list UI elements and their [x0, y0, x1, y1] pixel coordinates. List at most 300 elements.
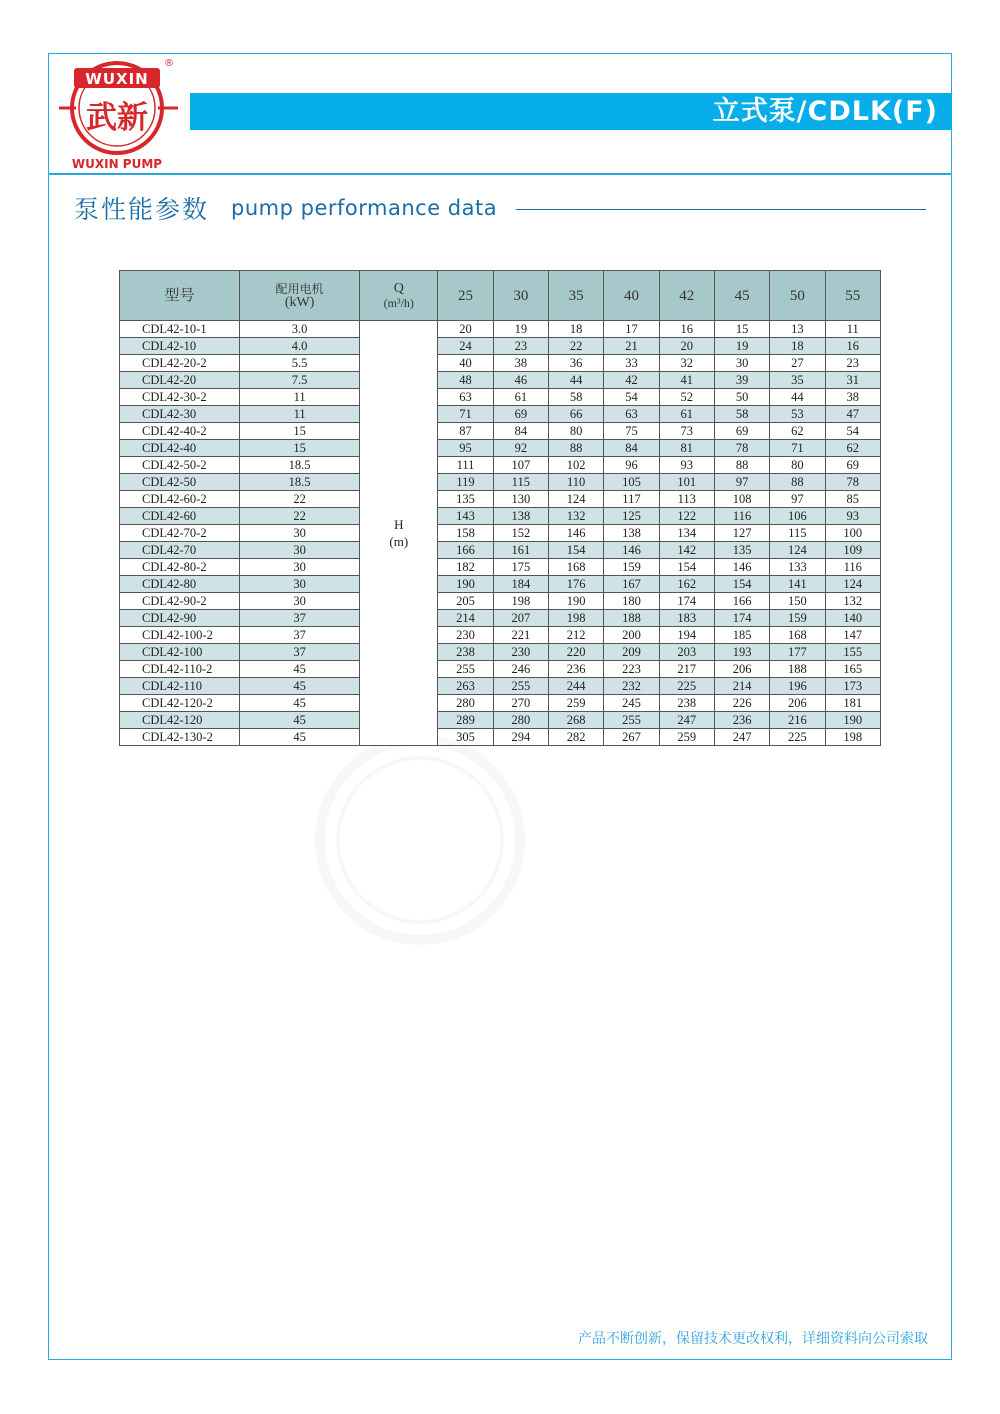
- cell-head-value: 107: [493, 457, 548, 474]
- cell-power: 15: [239, 440, 359, 457]
- cell-head-value: 146: [714, 559, 769, 576]
- cell-head-value: 223: [604, 661, 659, 678]
- cell-head-value: 69: [714, 423, 769, 440]
- cell-power: 30: [239, 593, 359, 610]
- table-row: [120, 406, 881, 423]
- cell-head-value: 35: [770, 372, 825, 389]
- table-row: [120, 525, 881, 542]
- cell-head-value: 146: [548, 525, 603, 542]
- cell-head-value: 116: [825, 559, 880, 576]
- cell-head-value: 101: [659, 474, 714, 491]
- table-row: [120, 559, 881, 576]
- table-row: [120, 338, 881, 355]
- cell-head-value: 181: [825, 695, 880, 712]
- cell-head-value: 255: [493, 678, 548, 695]
- cell-head-value: 289: [438, 712, 493, 729]
- cell-head-value: 61: [493, 389, 548, 406]
- cell-head-value: 80: [548, 423, 603, 440]
- cell-head-value: 255: [438, 661, 493, 678]
- cell-head-value: 206: [770, 695, 825, 712]
- cell-head-value: 108: [714, 491, 769, 508]
- title-bar: [190, 93, 952, 130]
- cell-head-value: 154: [714, 576, 769, 593]
- cell-head-label: [360, 321, 438, 746]
- cell-head-value: 175: [493, 559, 548, 576]
- cell-head-value: 132: [825, 593, 880, 610]
- cell-head-value: 162: [659, 576, 714, 593]
- cell-head-value: 173: [825, 678, 880, 695]
- cell-power: 30: [239, 542, 359, 559]
- cell-head-value: 109: [825, 542, 880, 559]
- cell-head-value: 125: [604, 508, 659, 525]
- cell-head-value: 188: [604, 610, 659, 627]
- cell-head-value: 36: [548, 355, 603, 372]
- table-row: [120, 389, 881, 406]
- cell-head-value: 31: [825, 372, 880, 389]
- cell-model: CDL42-100: [120, 644, 240, 661]
- cell-head-value: 15: [714, 321, 769, 338]
- cell-power: 11: [239, 406, 359, 423]
- header-flow: 55: [825, 271, 880, 321]
- cell-head-value: 40: [438, 355, 493, 372]
- cell-head-value: 280: [438, 695, 493, 712]
- cell-model: CDL42-50: [120, 474, 240, 491]
- cell-head-value: 124: [770, 542, 825, 559]
- cell-head-value: 247: [714, 729, 769, 746]
- cell-head-value: 47: [825, 406, 880, 423]
- cell-head-value: 138: [493, 508, 548, 525]
- cell-head-value: 21: [604, 338, 659, 355]
- cell-head-value: 203: [659, 644, 714, 661]
- cell-head-value: 110: [548, 474, 603, 491]
- cell-head-value: 69: [825, 457, 880, 474]
- cell-head-value: 80: [770, 457, 825, 474]
- cell-head-value: 24: [438, 338, 493, 355]
- cell-head-value: 16: [659, 321, 714, 338]
- svg-text:®: ®: [164, 58, 174, 69]
- table-row: [120, 372, 881, 389]
- cell-model: CDL42-40: [120, 440, 240, 457]
- cell-head-value: 20: [438, 321, 493, 338]
- cell-power: 45: [239, 712, 359, 729]
- cell-head-value: 13: [770, 321, 825, 338]
- header-power: [239, 271, 359, 321]
- cell-head-value: 168: [770, 627, 825, 644]
- cell-head-value: 244: [548, 678, 603, 695]
- cell-head-value: 127: [714, 525, 769, 542]
- table-row: [120, 440, 881, 457]
- cell-head-value: 46: [493, 372, 548, 389]
- cell-head-value: 150: [770, 593, 825, 610]
- cell-head-value: 88: [548, 440, 603, 457]
- header-power-unit: (kW): [284, 294, 315, 310]
- head-label: H: [394, 517, 404, 532]
- cell-power: 22: [239, 491, 359, 508]
- table-row: [120, 576, 881, 593]
- cell-head-value: 282: [548, 729, 603, 746]
- table-row: [120, 321, 881, 338]
- cell-head-value: 207: [493, 610, 548, 627]
- table-row: [120, 457, 881, 474]
- cell-model: CDL42-10-1: [120, 321, 240, 338]
- table-row: [120, 474, 881, 491]
- cell-head-value: 38: [825, 389, 880, 406]
- cell-model: CDL42-30: [120, 406, 240, 423]
- cell-head-value: 182: [438, 559, 493, 576]
- table-row: [120, 491, 881, 508]
- table-row: [120, 423, 881, 440]
- cell-head-value: 225: [659, 678, 714, 695]
- table-row: [120, 355, 881, 372]
- cell-power: 30: [239, 525, 359, 542]
- cell-head-value: 221: [493, 627, 548, 644]
- header-flow: 40: [604, 271, 659, 321]
- section-heading: [74, 190, 497, 226]
- cell-head-value: 138: [604, 525, 659, 542]
- cell-head-value: 134: [659, 525, 714, 542]
- cell-head-value: 140: [825, 610, 880, 627]
- cell-model: CDL42-60: [120, 508, 240, 525]
- table-row: [120, 508, 881, 525]
- cell-head-value: 23: [493, 338, 548, 355]
- cell-model: CDL42-80-2: [120, 559, 240, 576]
- cell-head-value: 85: [825, 491, 880, 508]
- table-row: [120, 644, 881, 661]
- table-row: [120, 627, 881, 644]
- cell-head-value: 176: [548, 576, 603, 593]
- cell-head-value: 155: [825, 644, 880, 661]
- cell-power: 45: [239, 661, 359, 678]
- cell-head-value: 185: [714, 627, 769, 644]
- section-title-en: pump performance data: [231, 196, 498, 220]
- header-q-unit: (m³/h): [383, 295, 414, 310]
- cell-head-value: 152: [493, 525, 548, 542]
- cell-head-value: 246: [493, 661, 548, 678]
- cell-head-value: 232: [604, 678, 659, 695]
- cell-head-value: 62: [770, 423, 825, 440]
- cell-head-value: 206: [714, 661, 769, 678]
- cell-head-value: 20: [659, 338, 714, 355]
- cell-model: CDL42-50-2: [120, 457, 240, 474]
- cell-model: CDL42-70: [120, 542, 240, 559]
- cell-head-value: 33: [604, 355, 659, 372]
- cell-head-value: 23: [825, 355, 880, 372]
- cell-power: 15: [239, 423, 359, 440]
- cell-head-value: 73: [659, 423, 714, 440]
- cell-power: 37: [239, 644, 359, 661]
- svg-text:WUXIN PUMP: WUXIN PUMP: [71, 157, 163, 171]
- cell-head-value: 38: [493, 355, 548, 372]
- cell-head-value: 294: [493, 729, 548, 746]
- cell-head-value: 17: [604, 321, 659, 338]
- cell-head-value: 238: [438, 644, 493, 661]
- cell-head-value: 236: [714, 712, 769, 729]
- cell-head-value: 16: [825, 338, 880, 355]
- cell-head-value: 111: [438, 457, 493, 474]
- cell-model: CDL42-90: [120, 610, 240, 627]
- cell-head-value: 270: [493, 695, 548, 712]
- cell-head-value: 190: [438, 576, 493, 593]
- cell-head-value: 75: [604, 423, 659, 440]
- cell-head-value: 44: [548, 372, 603, 389]
- cell-model: CDL42-30-2: [120, 389, 240, 406]
- header-q-label: Q: [393, 280, 404, 296]
- cell-head-value: 48: [438, 372, 493, 389]
- cell-model: CDL42-70-2: [120, 525, 240, 542]
- cell-head-value: 62: [825, 440, 880, 457]
- cell-head-value: 183: [659, 610, 714, 627]
- cell-head-value: 220: [548, 644, 603, 661]
- cell-power: 11: [239, 389, 359, 406]
- cell-head-value: 226: [714, 695, 769, 712]
- cell-head-value: 122: [659, 508, 714, 525]
- cell-head-value: 268: [548, 712, 603, 729]
- cell-head-value: 177: [770, 644, 825, 661]
- cell-power: 22: [239, 508, 359, 525]
- cell-model: CDL42-20-2: [120, 355, 240, 372]
- header-flow: 45: [714, 271, 769, 321]
- cell-head-value: 93: [659, 457, 714, 474]
- cell-head-value: 117: [604, 491, 659, 508]
- cell-head-value: 147: [825, 627, 880, 644]
- cell-head-value: 267: [604, 729, 659, 746]
- cell-head-value: 188: [770, 661, 825, 678]
- cell-power: 45: [239, 695, 359, 712]
- cell-head-value: 230: [493, 644, 548, 661]
- cell-head-value: 93: [825, 508, 880, 525]
- cell-model: CDL42-110-2: [120, 661, 240, 678]
- svg-text:WUXIN: WUXIN: [85, 70, 149, 88]
- cell-head-value: 214: [714, 678, 769, 695]
- cell-power: 45: [239, 678, 359, 695]
- cell-head-value: 154: [548, 542, 603, 559]
- cell-head-value: 113: [659, 491, 714, 508]
- cell-head-value: 190: [548, 593, 603, 610]
- cell-head-value: 166: [438, 542, 493, 559]
- cell-head-value: 165: [825, 661, 880, 678]
- cell-head-value: 71: [438, 406, 493, 423]
- cell-head-value: 88: [714, 457, 769, 474]
- cell-power: 30: [239, 559, 359, 576]
- cell-head-value: 255: [604, 712, 659, 729]
- table-row: [120, 542, 881, 559]
- cell-head-value: 97: [770, 491, 825, 508]
- cell-head-value: 209: [604, 644, 659, 661]
- cell-model: CDL42-100-2: [120, 627, 240, 644]
- cell-head-value: 161: [493, 542, 548, 559]
- cell-head-value: 174: [659, 593, 714, 610]
- cell-head-value: 84: [604, 440, 659, 457]
- cell-head-value: 225: [770, 729, 825, 746]
- cell-head-value: 116: [714, 508, 769, 525]
- cell-head-value: 159: [770, 610, 825, 627]
- cell-head-value: 135: [438, 491, 493, 508]
- cell-head-value: 245: [604, 695, 659, 712]
- cell-head-value: 236: [548, 661, 603, 678]
- cell-power: 3.0: [239, 321, 359, 338]
- cell-head-value: 97: [714, 474, 769, 491]
- cell-head-value: 19: [714, 338, 769, 355]
- cell-model: CDL42-130-2: [120, 729, 240, 746]
- cell-model: CDL42-60-2: [120, 491, 240, 508]
- cell-head-value: 142: [659, 542, 714, 559]
- cell-head-value: 200: [604, 627, 659, 644]
- table-row: [120, 729, 881, 746]
- cell-head-value: 95: [438, 440, 493, 457]
- header-q: [360, 271, 438, 321]
- cell-model: CDL42-110: [120, 678, 240, 695]
- table-row: [120, 678, 881, 695]
- cell-head-value: 88: [770, 474, 825, 491]
- cell-power: 4.0: [239, 338, 359, 355]
- wuxin-logo: [56, 56, 186, 174]
- cell-head-value: 141: [770, 576, 825, 593]
- cell-head-value: 27: [770, 355, 825, 372]
- cell-head-value: 119: [438, 474, 493, 491]
- cell-head-value: 52: [659, 389, 714, 406]
- cell-head-value: 130: [493, 491, 548, 508]
- cell-head-value: 58: [714, 406, 769, 423]
- cell-power: 30: [239, 576, 359, 593]
- head-unit: (m): [389, 534, 409, 549]
- svg-text:武新: 武新: [86, 100, 148, 136]
- cell-head-value: 63: [438, 389, 493, 406]
- header-flow: 30: [493, 271, 548, 321]
- cell-head-value: 166: [714, 593, 769, 610]
- cell-head-value: 69: [493, 406, 548, 423]
- cell-head-value: 168: [548, 559, 603, 576]
- cell-model: CDL42-80: [120, 576, 240, 593]
- cell-head-value: 53: [770, 406, 825, 423]
- cell-power: 7.5: [239, 372, 359, 389]
- cell-head-value: 135: [714, 542, 769, 559]
- cell-head-value: 22: [548, 338, 603, 355]
- cell-head-value: 32: [659, 355, 714, 372]
- cell-head-value: 100: [825, 525, 880, 542]
- cell-head-value: 102: [548, 457, 603, 474]
- cell-head-value: 216: [770, 712, 825, 729]
- header-power-label: 配用电机: [275, 281, 324, 296]
- cell-head-value: 92: [493, 440, 548, 457]
- performance-table: [119, 270, 881, 746]
- section-rule: [516, 209, 926, 210]
- cell-head-value: 30: [714, 355, 769, 372]
- cell-head-value: 54: [825, 423, 880, 440]
- cell-head-value: 42: [604, 372, 659, 389]
- header-flow: 42: [659, 271, 714, 321]
- cell-head-value: 143: [438, 508, 493, 525]
- cell-head-value: 159: [604, 559, 659, 576]
- cell-head-value: 19: [493, 321, 548, 338]
- cell-head-value: 39: [714, 372, 769, 389]
- cell-head-value: 174: [714, 610, 769, 627]
- cell-power: 37: [239, 610, 359, 627]
- cell-model: CDL42-120-2: [120, 695, 240, 712]
- cell-head-value: 154: [659, 559, 714, 576]
- cell-model: CDL42-10: [120, 338, 240, 355]
- cell-model: CDL42-120: [120, 712, 240, 729]
- cell-head-value: 133: [770, 559, 825, 576]
- cell-head-value: 196: [770, 678, 825, 695]
- cell-head-value: 158: [438, 525, 493, 542]
- cell-head-value: 198: [493, 593, 548, 610]
- cell-head-value: 217: [659, 661, 714, 678]
- cell-head-value: 96: [604, 457, 659, 474]
- header-flow: 25: [438, 271, 493, 321]
- cell-head-value: 18: [770, 338, 825, 355]
- cell-head-value: 184: [493, 576, 548, 593]
- cell-power: 18.5: [239, 474, 359, 491]
- cell-head-value: 81: [659, 440, 714, 457]
- cell-head-value: 41: [659, 372, 714, 389]
- cell-head-value: 44: [770, 389, 825, 406]
- header-flow: 35: [548, 271, 603, 321]
- cell-head-value: 247: [659, 712, 714, 729]
- cell-head-value: 305: [438, 729, 493, 746]
- cell-head-value: 132: [548, 508, 603, 525]
- cell-head-value: 87: [438, 423, 493, 440]
- cell-head-value: 263: [438, 678, 493, 695]
- cell-head-value: 106: [770, 508, 825, 525]
- cell-head-value: 66: [548, 406, 603, 423]
- cell-head-value: 115: [770, 525, 825, 542]
- cell-head-value: 259: [548, 695, 603, 712]
- cell-head-value: 78: [714, 440, 769, 457]
- cell-head-value: 63: [604, 406, 659, 423]
- header-flow: 50: [770, 271, 825, 321]
- cell-head-value: 212: [548, 627, 603, 644]
- cell-head-value: 54: [604, 389, 659, 406]
- cell-head-value: 198: [548, 610, 603, 627]
- cell-head-value: 58: [548, 389, 603, 406]
- cell-head-value: 84: [493, 423, 548, 440]
- cell-power: 5.5: [239, 355, 359, 372]
- cell-model: CDL42-90-2: [120, 593, 240, 610]
- header-model: 型号: [120, 271, 240, 321]
- cell-model: CDL42-40-2: [120, 423, 240, 440]
- cell-head-value: 280: [493, 712, 548, 729]
- cell-head-value: 146: [604, 542, 659, 559]
- table-row: [120, 712, 881, 729]
- table-header-row: [120, 271, 881, 321]
- cell-head-value: 115: [493, 474, 548, 491]
- cell-head-value: 214: [438, 610, 493, 627]
- section-title-cn: 泵性能参数: [74, 195, 210, 224]
- table-row: [120, 610, 881, 627]
- table-row: [120, 695, 881, 712]
- cell-head-value: 180: [604, 593, 659, 610]
- cell-head-value: 50: [714, 389, 769, 406]
- cell-head-value: 61: [659, 406, 714, 423]
- cell-head-value: 190: [825, 712, 880, 729]
- page-title: 立式泵/CDLK(F): [712, 96, 938, 127]
- cell-head-value: 205: [438, 593, 493, 610]
- cell-head-value: 78: [825, 474, 880, 491]
- cell-head-value: 124: [548, 491, 603, 508]
- watermark-logo: [300, 720, 540, 960]
- cell-head-value: 259: [659, 729, 714, 746]
- footer-note: 产品不断创新，保留技术更改权利，详细资料向公司索取: [578, 1331, 928, 1347]
- cell-head-value: 105: [604, 474, 659, 491]
- cell-head-value: 198: [825, 729, 880, 746]
- cell-head-value: 124: [825, 576, 880, 593]
- cell-head-value: 230: [438, 627, 493, 644]
- cell-power: 37: [239, 627, 359, 644]
- cell-head-value: 71: [770, 440, 825, 457]
- cell-head-value: 238: [659, 695, 714, 712]
- table-row: [120, 661, 881, 678]
- cell-head-value: 167: [604, 576, 659, 593]
